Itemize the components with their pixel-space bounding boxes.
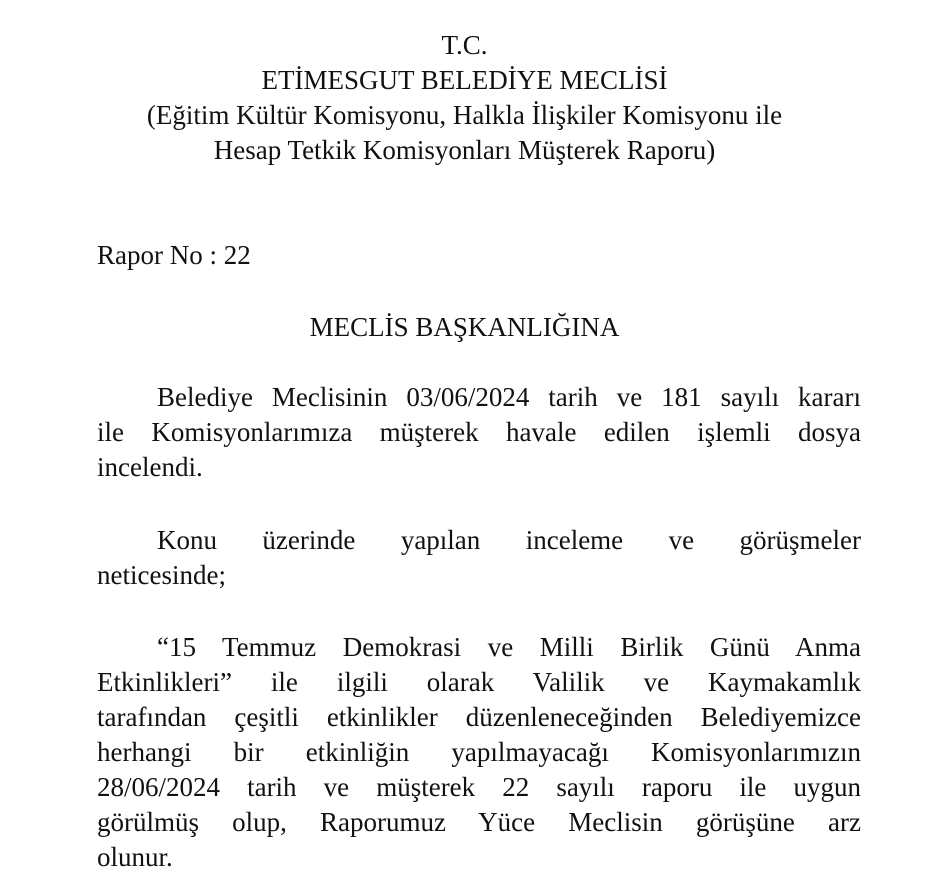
paragraph-line: ile Komisyonlarımıza müşterek havale edilen işlemli dosya bbox=[97, 417, 861, 447]
report-number: Rapor No : 22 bbox=[97, 240, 251, 270]
paragraph-line: görülmüş olup, Raporumuz Yüce Meclisin görüşüne arz bbox=[97, 807, 861, 837]
paragraph-line: herhangi bir etkinliğin yapılmayacağı Komisyonlarımızın bbox=[97, 737, 861, 767]
header-committees-line: (Eğitim Kültür Komisyonu, Halkla İlişkiler Komisyonu ile bbox=[146, 100, 783, 130]
paragraph-line: Belediye Meclisinin 03/06/2024 tarih ve 181 sayılı kararı bbox=[157, 382, 861, 412]
header-report-type: Hesap Tetkik Komisyonları Müşterek Raporu) bbox=[213, 135, 716, 165]
paragraph-line: Konu üzerinde yapılan inceleme ve görüşmeler bbox=[157, 525, 861, 555]
header-council-title: ETİMESGUT BELEDİYE MECLİSİ bbox=[261, 65, 668, 95]
addressee-heading: MECLİS BAŞKANLIĞINA bbox=[309, 312, 620, 342]
paragraph-line: “15 Temmuz Demokrasi ve Milli Birlik Günü Anma bbox=[157, 632, 861, 662]
paragraph-referral bbox=[97, 380, 861, 485]
paragraph-line: olunur. bbox=[97, 842, 173, 872]
paragraph-line: neticesinde; bbox=[97, 560, 226, 590]
paragraph-line: tarafından çeşitli etkinlikler düzenleneceğinden Belediyemizce bbox=[97, 702, 861, 732]
header-country: T.C. bbox=[441, 30, 488, 60]
paragraph-line: incelendi. bbox=[97, 452, 203, 482]
paragraph-review bbox=[97, 523, 861, 593]
paragraph-line: 28/06/2024 tarih ve müşterek 22 sayılı raporu ile uygun bbox=[97, 772, 861, 802]
paragraph-decision bbox=[97, 630, 861, 875]
document-header bbox=[0, 28, 929, 168]
paragraph-line: Etkinlikleri” ile ilgili olarak Valilik ve Kaymakamlık bbox=[97, 667, 861, 697]
